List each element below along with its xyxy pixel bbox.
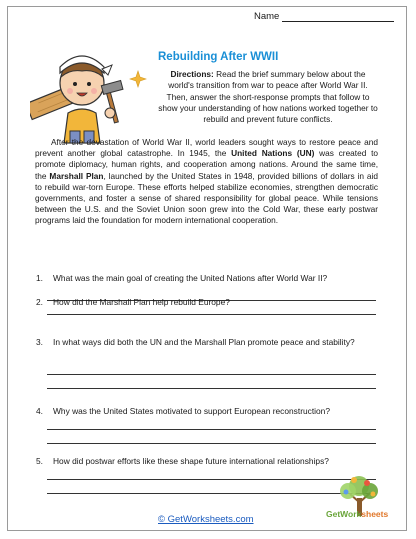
answer-line[interactable] <box>47 443 376 444</box>
question-number: 3. <box>36 337 43 347</box>
question-text: Why was the United States motivated to support European reconstruction? <box>53 406 330 416</box>
worksheet-title: Rebuilding After WWII <box>158 51 279 63</box>
question-1 <box>36 273 376 284</box>
directions-text <box>158 69 378 125</box>
answer-line[interactable] <box>47 388 376 389</box>
directions-body: Read the brief summary below about the world's transition from war to peace after World War II. Then, answer the short-response prompts that follow to show your understanding of how nations worked together to rebuild and prevent future conflicts. <box>158 69 378 125</box>
question-text: What was the main goal of creating the United Nations after World War II? <box>53 273 328 283</box>
passage-text: After the devastation of World War II, world leaders sought ways to restore peace and prevent another global catastrophe. In 1945, the <box>35 137 378 159</box>
question-5 <box>36 456 376 467</box>
question-2 <box>36 297 376 308</box>
answer-line[interactable] <box>47 479 376 480</box>
question-number: 1. <box>36 273 43 283</box>
question-number: 4. <box>36 406 43 416</box>
name-label: Name <box>254 11 280 22</box>
worksheet-page <box>7 6 407 531</box>
reading-passage <box>35 137 378 227</box>
construction-worker-illustration <box>30 31 158 149</box>
question-text: How did the Marshall Plan help rebuild Europe? <box>53 297 230 307</box>
question-number: 5. <box>36 456 43 466</box>
logo-text-part1: GetWork <box>326 509 362 519</box>
passage-text: , launched by the United States in 1948, provided billions of dollars in aid to rebuild war-torn Europe. These efforts helped stabilize economies, strengthen democratic governments, and foster a sense of shared responsibility for global peace. While tensions between the U.S. and the Soviet Union soon grew into the Cold War, these early postwar programs laid the foundation for modern international cooperation. <box>35 170 378 226</box>
question-4 <box>36 406 376 417</box>
answer-line[interactable] <box>47 493 376 494</box>
passage-text: was created to promote diplomacy, human rights, and cooperation among nations. Around the same time, the <box>35 148 379 181</box>
name-field-row <box>254 11 394 22</box>
answer-line[interactable] <box>47 374 376 375</box>
passage-bold-un: United Nations (UN) <box>231 148 315 159</box>
passage-bold-marshall: Marshall Plan <box>49 170 104 181</box>
directions-label: Directions: <box>170 69 214 79</box>
logo-text-part2: sheets <box>361 509 389 519</box>
copyright-link[interactable]: © GetWorksheets.com <box>158 514 254 525</box>
question-3 <box>36 337 376 348</box>
answer-line[interactable] <box>47 429 376 430</box>
name-input-line[interactable] <box>282 12 394 22</box>
question-text: How did postwar efforts like these shape future international relationships? <box>53 456 329 466</box>
getworksheets-logo-text <box>326 509 388 519</box>
answer-line[interactable] <box>47 314 376 315</box>
question-number: 2. <box>36 297 43 307</box>
question-text: In what ways did both the UN and the Marshall Plan promote peace and stability? <box>53 337 355 347</box>
